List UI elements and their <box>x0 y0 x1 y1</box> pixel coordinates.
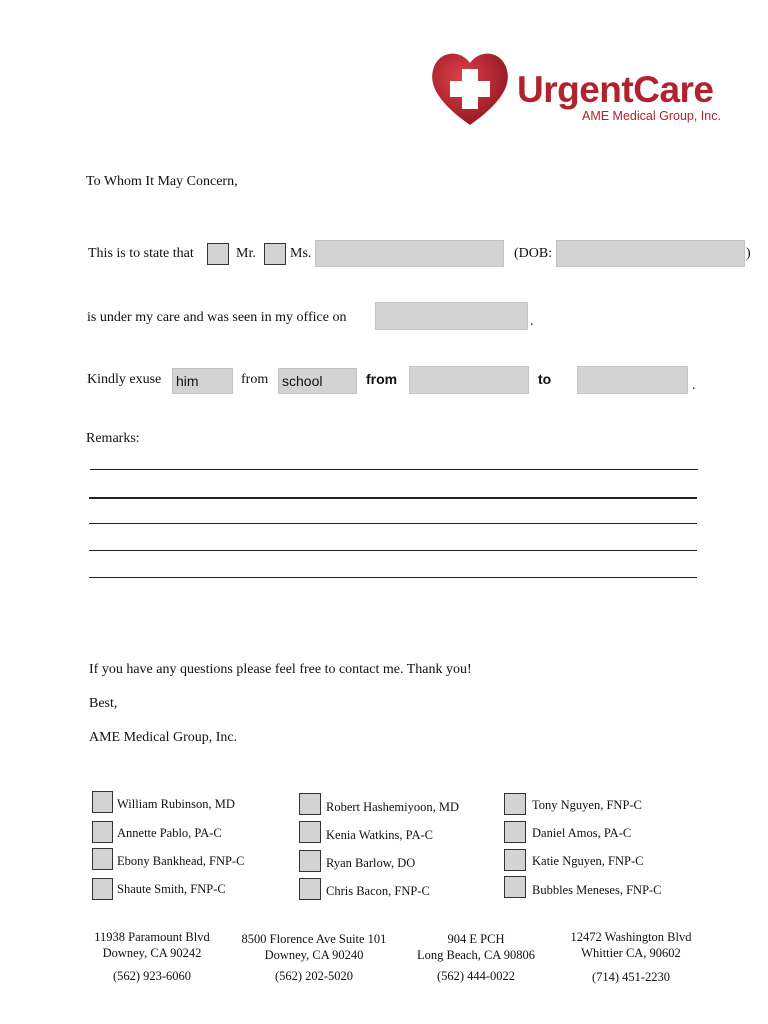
from-date-label: from <box>366 371 398 387</box>
provider-name: Bubbles Meneses, FNP-C <box>532 883 662 897</box>
line3-prefix: Kindly exuse <box>87 372 162 387</box>
provider-checkbox[interactable] <box>504 821 526 843</box>
from-date-field[interactable] <box>409 366 529 394</box>
provider-name: Tony Nguyen, FNP-C <box>532 798 642 812</box>
provider-name: Ebony Bankhead, FNP-C <box>117 854 245 868</box>
provider-checkbox[interactable] <box>92 878 113 900</box>
remarks-label: Remarks: <box>86 431 140 446</box>
location-city: Long Beach, CA 90806 <box>416 948 536 962</box>
visit-date-field[interactable] <box>375 302 528 330</box>
location-3 <box>406 931 546 984</box>
remarks-line-5[interactable] <box>89 577 697 578</box>
provider-checkbox[interactable] <box>299 878 321 900</box>
logo <box>428 45 748 135</box>
line2-prefix: is under my care and was seen in my office on <box>87 310 347 325</box>
remarks-line-4[interactable] <box>89 550 697 551</box>
provider-name: Daniel Amos, PA-C <box>532 826 632 840</box>
location-city: Downey, CA 90242 <box>102 946 202 960</box>
mr-label: Mr. <box>236 246 256 261</box>
line1-prefix: This is to state that <box>88 246 194 261</box>
mr-checkbox[interactable] <box>207 243 229 265</box>
remarks-line-1[interactable] <box>90 469 698 470</box>
logo-wordmark: UrgentCare <box>517 69 714 110</box>
location-street: 8500 Florence Ave Suite 101 <box>241 932 387 946</box>
provider-name: Shaute Smith, FNP-C <box>117 882 226 896</box>
organization-name: AME Medical Group, Inc. <box>89 730 238 745</box>
dob-close-label: ) <box>746 246 751 261</box>
dob-field[interactable] <box>556 240 745 267</box>
provider-checkbox[interactable] <box>504 793 526 815</box>
provider-checkbox[interactable] <box>504 876 526 898</box>
line3-suffix: . <box>692 378 696 393</box>
provider-name: Chris Bacon, FNP-C <box>326 884 430 898</box>
remarks-line-3[interactable] <box>89 523 697 524</box>
greeting: To Whom It May Concern, <box>86 174 238 189</box>
to-date-label: to <box>538 371 552 387</box>
provider-checkbox[interactable] <box>299 850 321 872</box>
remarks-line-2[interactable] <box>89 497 697 499</box>
provider-checkbox[interactable] <box>504 849 526 871</box>
ms-checkbox[interactable] <box>264 243 286 265</box>
location-phone: (714) 451-2230 <box>591 970 671 984</box>
location-street: 12472 Washington Blvd <box>570 930 692 944</box>
pronoun-field[interactable]: him <box>172 368 233 394</box>
provider-name: Katie Nguyen, FNP-C <box>532 854 644 868</box>
location-city: Whittier CA, 90602 <box>581 946 681 960</box>
sign-off: Best, <box>89 696 118 711</box>
heart-cross-icon <box>428 45 512 129</box>
provider-checkbox[interactable] <box>92 821 113 843</box>
location-phone: (562) 202-5020 <box>274 969 354 983</box>
provider-checkbox[interactable] <box>92 791 113 813</box>
provider-name: Kenia Watkins, PA-C <box>326 828 433 842</box>
location-street: 11938 Paramount Blvd <box>94 930 210 944</box>
dob-open-label: (DOB: <box>514 246 553 261</box>
provider-name: Robert Hashemiyoon, MD <box>326 800 459 814</box>
provider-name: William Rubinson, MD <box>117 797 235 811</box>
patient-name-field[interactable] <box>315 240 504 267</box>
location-phone: (562) 444-0022 <box>436 969 516 983</box>
location-1 <box>82 929 222 984</box>
line2-suffix: . <box>530 314 534 329</box>
provider-name: Annette Pablo, PA-C <box>117 826 222 840</box>
location-street: 904 E PCH <box>447 932 505 946</box>
location-city: Downey, CA 90240 <box>264 948 364 962</box>
to-date-field[interactable] <box>577 366 688 394</box>
location-4 <box>560 929 702 985</box>
from-label: from <box>241 372 269 387</box>
closing-line: If you have any questions please feel free to contact me. Thank you! <box>89 662 472 677</box>
provider-checkbox[interactable] <box>92 848 113 870</box>
location-phone: (562) 923-6060 <box>112 969 192 983</box>
provider-name: Ryan Barlow, DO <box>326 856 416 870</box>
logo-subtitle: AME Medical Group, Inc. <box>582 109 721 123</box>
activity-field[interactable]: school <box>278 368 357 394</box>
provider-checkbox[interactable] <box>299 793 321 815</box>
provider-checkbox[interactable] <box>299 821 321 843</box>
location-2 <box>234 931 394 984</box>
ms-label: Ms. <box>290 246 312 261</box>
